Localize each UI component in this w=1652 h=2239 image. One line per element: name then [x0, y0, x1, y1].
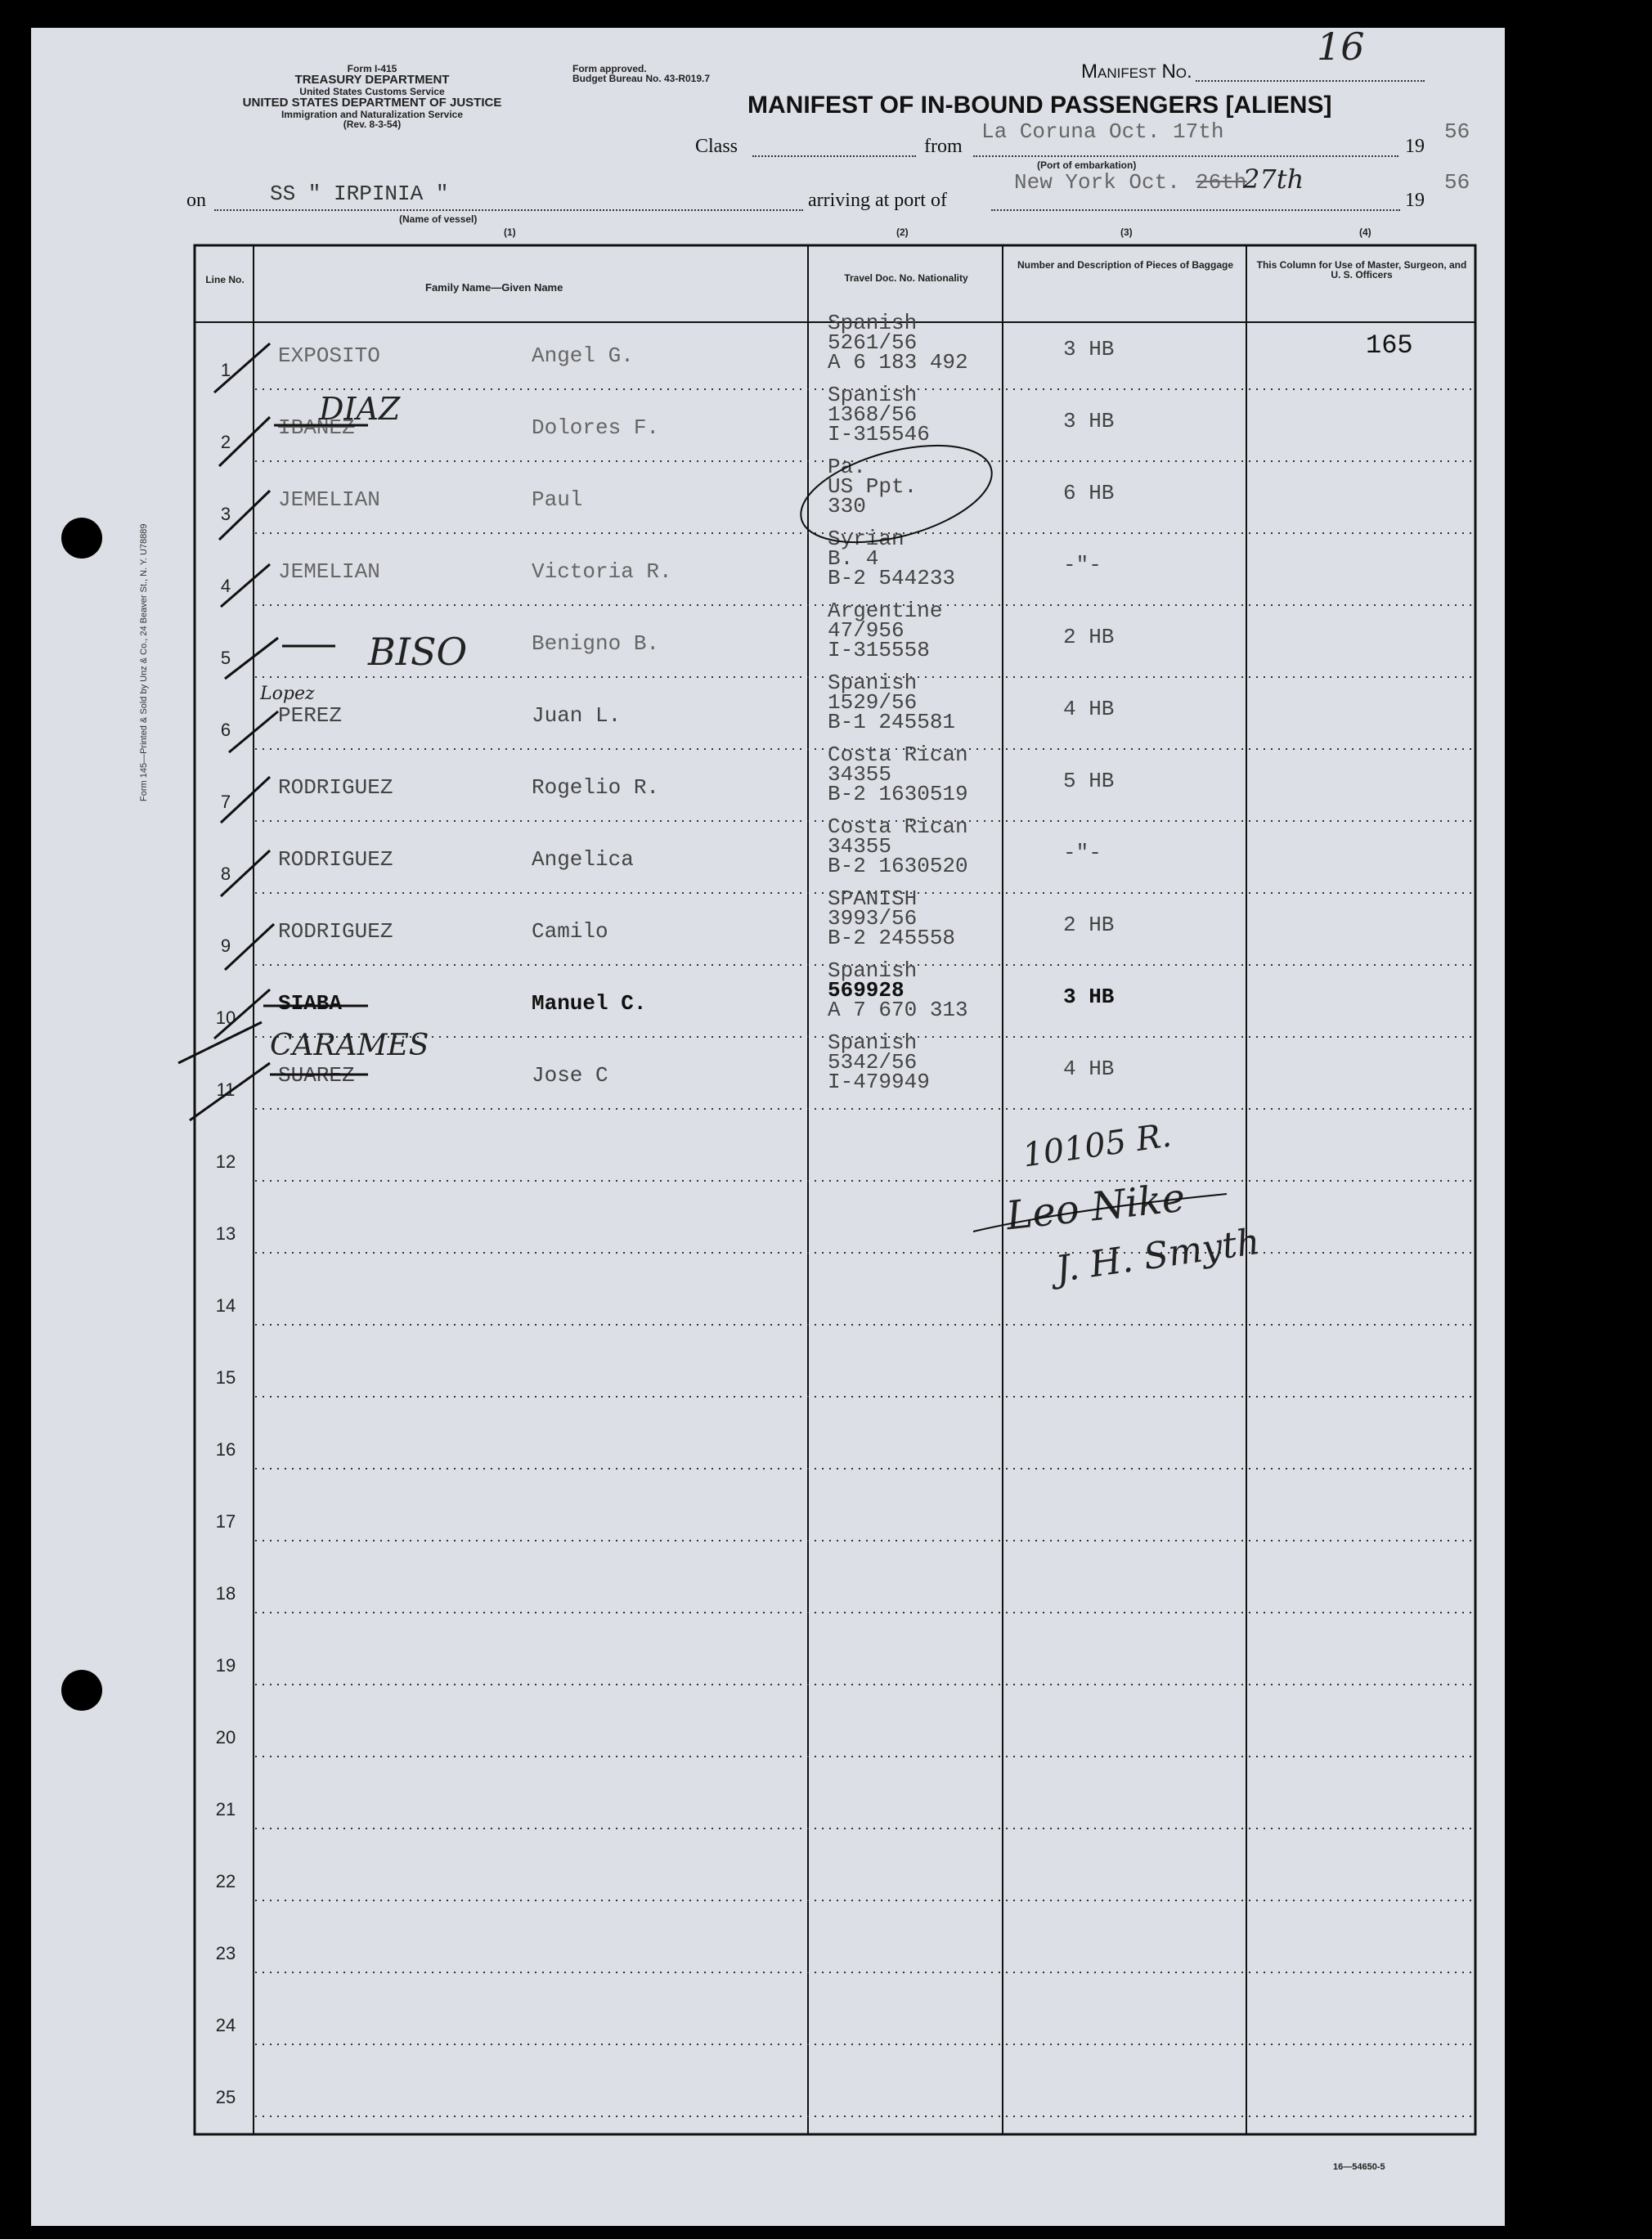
- travel-doc-line: 34355: [828, 834, 892, 859]
- travel-doc-line: 5261/56: [828, 330, 918, 355]
- baggage: 2 HB: [1063, 625, 1115, 649]
- ins-service: Immigration and Naturalization Service: [281, 109, 464, 120]
- travel-doc-line: 5342/56: [828, 1050, 918, 1075]
- line-number: 24: [215, 2015, 236, 2035]
- line-number: 23: [215, 1943, 236, 1963]
- form-number: Form I-415: [347, 63, 397, 74]
- budget-bureau: Budget Bureau No. 43-R019.7: [572, 73, 711, 84]
- family-name: JEMELIAN: [278, 559, 380, 584]
- line-number: 15: [215, 1367, 236, 1388]
- baggage: 4 HB: [1063, 1057, 1115, 1081]
- travel-doc-line: Spanish: [828, 383, 918, 407]
- family-name: SIABA: [278, 991, 343, 1016]
- baggage: -"-: [1063, 841, 1102, 865]
- handwritten-carames: CARAMES: [270, 1029, 429, 1062]
- treasury-dept: TREASURY DEPARTMENT: [294, 73, 450, 87]
- family-name: RODRIGUEZ: [278, 847, 393, 872]
- travel-doc-line: Spanish: [828, 671, 918, 695]
- handwritten-biso: BISO: [368, 630, 468, 674]
- travel-doc-line: B-2 245558: [828, 926, 956, 950]
- baggage: 6 HB: [1063, 481, 1115, 505]
- line-number: 16: [215, 1439, 236, 1460]
- travel-doc-line: Costa Rican: [828, 814, 968, 839]
- travel-doc-line: B-2 544233: [828, 566, 956, 590]
- line-number: 5: [220, 648, 231, 668]
- travel-doc-line: Argentine: [828, 599, 943, 623]
- travel-doc-line: Spanish: [828, 958, 918, 983]
- handwritten-note: 10105 R.: [1020, 1116, 1174, 1175]
- line-number: 12: [215, 1151, 236, 1172]
- baggage: 5 HB: [1063, 769, 1115, 793]
- page-title: MANIFEST OF IN-BOUND PASSENGERS [ALIENS]: [747, 92, 1332, 119]
- header-name: Family Name—Given Name: [425, 281, 563, 294]
- arriving-value: New York Oct.: [1014, 170, 1180, 195]
- manifest-number: 16: [1317, 25, 1365, 69]
- baggage: 3 HB: [1063, 409, 1115, 433]
- line-number: 11: [216, 1079, 236, 1100]
- line-number: 20: [215, 1727, 236, 1748]
- year-arrive: 56: [1444, 170, 1470, 195]
- form-approved: Form approved.: [572, 63, 647, 74]
- travel-doc-line: Spanish: [828, 311, 918, 335]
- travel-doc-line: 1529/56: [828, 690, 918, 715]
- line-number: 10: [215, 1007, 236, 1028]
- line-number: 9: [220, 936, 231, 956]
- travel-doc-line: B. 4: [828, 546, 879, 571]
- line-number: 13: [215, 1223, 236, 1244]
- travel-doc-line: 1368/56: [828, 402, 918, 427]
- travel-doc-line: Syrian: [828, 527, 905, 551]
- given-name: Juan L.: [532, 703, 622, 728]
- travel-doc-line: Spanish: [828, 1030, 918, 1055]
- handwritten-lopez: Lopez: [260, 684, 315, 704]
- baggage: 4 HB: [1063, 697, 1115, 721]
- line-number: 1: [220, 360, 231, 380]
- line-number: 2: [220, 432, 231, 452]
- travel-doc-line: I-315546: [828, 422, 930, 446]
- arriving-date-struck: 26th: [1196, 170, 1247, 195]
- line-number: 7: [220, 792, 231, 812]
- travel-doc-line: I-315558: [828, 638, 930, 662]
- officer-note: 165: [1366, 330, 1413, 361]
- line-number: 6: [220, 720, 231, 740]
- year-from: 56: [1444, 119, 1470, 144]
- line-number: 25: [215, 2087, 236, 2107]
- travel-doc-line: SPANISH: [828, 886, 918, 911]
- signature-1: Leo Nike: [1003, 1174, 1187, 1240]
- travel-doc-line: I-479949: [828, 1070, 930, 1094]
- col-num-3: (3): [1120, 227, 1133, 238]
- header-baggage: Number and Description of Pieces of Baggage: [1017, 259, 1234, 271]
- line-number: 3: [220, 504, 231, 524]
- given-name: Paul: [532, 487, 583, 512]
- arriving-date-hand: 27th: [1243, 164, 1304, 195]
- family-name: PEREZ: [278, 703, 343, 728]
- line-number: 21: [215, 1799, 236, 1819]
- family-name: JEMELIAN: [278, 487, 380, 512]
- travel-doc-line: 34355: [828, 762, 892, 787]
- travel-doc-line: B-1 245581: [828, 710, 956, 734]
- class-label: Class: [695, 136, 738, 157]
- given-name: Camilo: [532, 919, 608, 944]
- arriving-label: arriving at port of: [808, 190, 947, 211]
- given-name: Victoria R.: [532, 559, 672, 584]
- manifest-no-label: Manifest No.: [1081, 61, 1192, 83]
- header-line-no: Line No.: [205, 274, 245, 285]
- family-name: IBANEZ: [278, 415, 355, 440]
- year-prefix-from: 19: [1405, 136, 1425, 157]
- port-embark-label: (Port of embarkation): [1037, 159, 1137, 171]
- line-number: 4: [220, 576, 231, 596]
- on-label: on: [186, 190, 206, 211]
- revision: (Rev. 8-3-54): [343, 119, 402, 130]
- given-name: Manuel C.: [532, 991, 647, 1016]
- given-name: Angel G.: [532, 343, 634, 368]
- from-label: from: [924, 136, 963, 157]
- col-num-2: (2): [896, 227, 909, 238]
- family-name: RODRIGUEZ: [278, 919, 393, 944]
- line-number: 8: [220, 864, 231, 884]
- line-number: 19: [215, 1655, 236, 1676]
- line-number: 22: [215, 1871, 236, 1891]
- line-number: 14: [215, 1295, 236, 1316]
- year-prefix-arrive: 19: [1405, 190, 1425, 211]
- customs-service: United States Customs Service: [299, 86, 445, 97]
- travel-doc-line: 3993/56: [828, 906, 918, 931]
- header-travel-doc: Travel Doc. No. Nationality: [844, 272, 968, 284]
- col-num-4: (4): [1359, 227, 1371, 238]
- family-name: SUAREZ: [278, 1063, 355, 1088]
- baggage: -"-: [1063, 553, 1102, 577]
- vessel-name: SS " IRPINIA ": [270, 182, 449, 206]
- given-name: Jose C: [532, 1063, 608, 1088]
- travel-doc-line: US Ppt.: [828, 474, 918, 499]
- family-name: EXPOSITO: [278, 343, 380, 368]
- given-name: Angelica: [532, 847, 634, 872]
- handwritten-diaz: DIAZ: [319, 391, 401, 427]
- baggage: 3 HB: [1063, 337, 1115, 361]
- line-number: 18: [215, 1583, 236, 1604]
- travel-doc-line: Costa Rican: [828, 743, 968, 767]
- vessel-label: (Name of vessel): [399, 213, 478, 225]
- justice-dept: UNITED STATES DEPARTMENT OF JUSTICE: [242, 96, 502, 110]
- given-name: Dolores F.: [532, 415, 660, 440]
- travel-doc-line: B-2 1630519: [828, 782, 968, 806]
- travel-doc-line: 47/956: [828, 618, 905, 643]
- col-num-1: (1): [504, 227, 516, 238]
- family-name: RODRIGUEZ: [278, 775, 393, 800]
- given-name: Benigno B.: [532, 631, 660, 656]
- header-officers: This Column for Use of Master, Surgeon, and U. S. Officers: [1256, 259, 1467, 280]
- travel-doc-line: 569928: [828, 978, 905, 1003]
- baggage: 2 HB: [1063, 913, 1115, 937]
- travel-doc-line: Pa.: [828, 455, 866, 479]
- from-value: La Coruna Oct. 17th: [981, 119, 1224, 144]
- given-name: Rogelio R.: [532, 775, 660, 800]
- travel-doc-line: 330: [828, 494, 866, 518]
- travel-doc-line: A 6 183 492: [828, 350, 968, 375]
- travel-doc-line: A 7 670 313: [828, 998, 968, 1022]
- travel-doc-line: B-2 1630520: [828, 854, 968, 878]
- baggage: 3 HB: [1063, 985, 1115, 1009]
- line-number: 17: [215, 1511, 236, 1532]
- footer-code: 16—54650-5: [1333, 2162, 1385, 2172]
- signature-2: J. H. Smyth: [1053, 1220, 1263, 1291]
- side-print: Form 145—Printed & Sold by Unz & Co., 24 Beaver St., N. Y. U78889: [139, 523, 149, 801]
